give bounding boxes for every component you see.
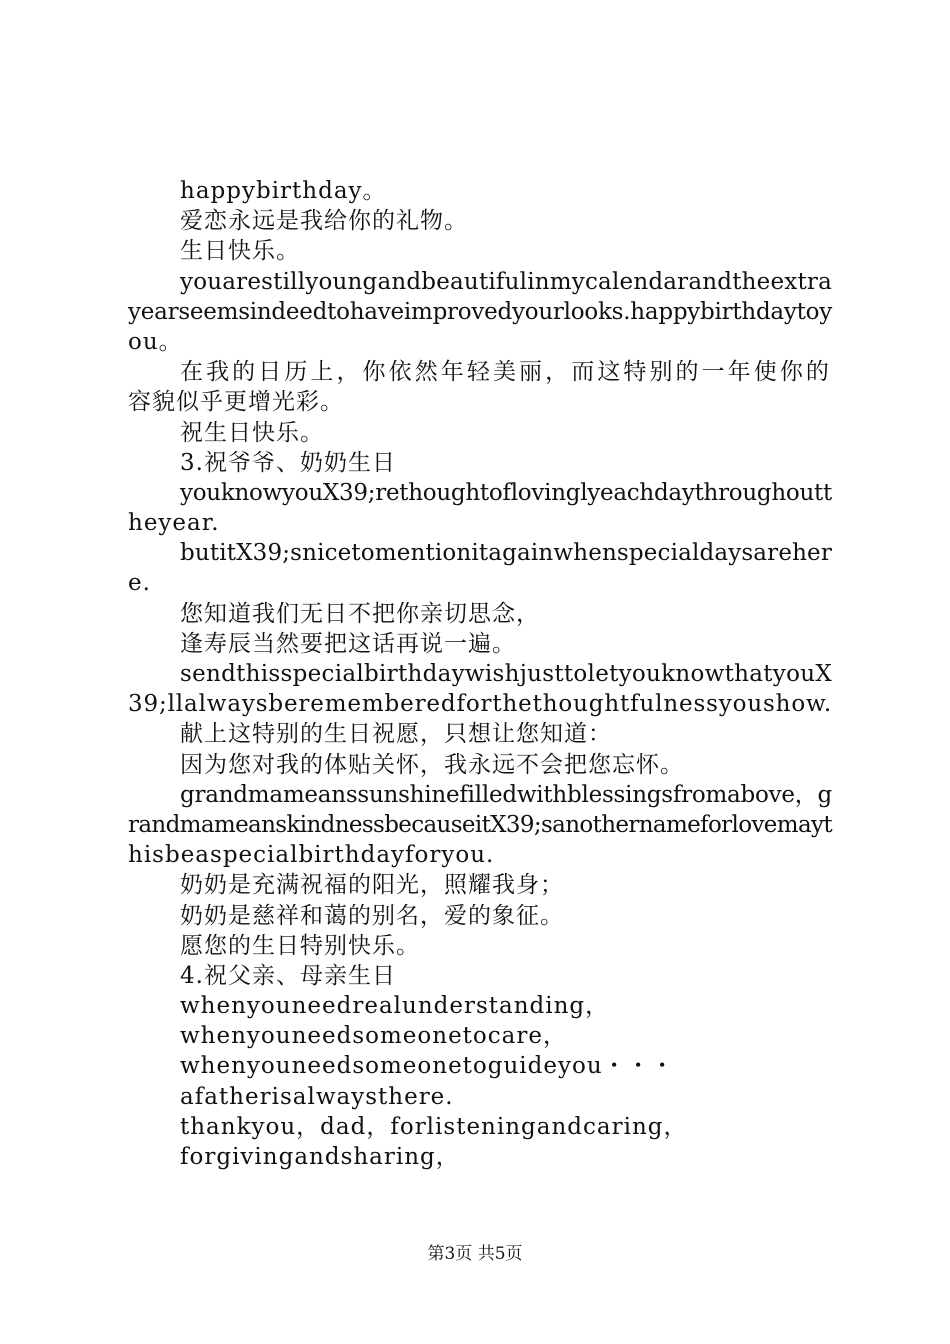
text-line: 39;llalwaysberememberedforthethoughtfulnessyoushow. — [128, 691, 832, 718]
page-footer: 第3页 共5页 — [427, 1244, 523, 1264]
document-body — [128, 176, 832, 1172]
text-line: afatherisalwaysthere. — [180, 1083, 454, 1110]
text-line: 逢寿辰当然要把这话再说一遍。 — [180, 630, 516, 657]
text-line: youknowyouX39;rethoughtoflovinglyeachdaythroughoutt — [180, 479, 833, 506]
text-line: butitX39;snicetomentionitagainwhenspecialdaysareher — [180, 540, 832, 567]
text-line: thankyou，dad，forlisteningandcaring， — [180, 1113, 688, 1140]
text-line: 奶奶是充满祝福的阳光，照耀我身； — [180, 872, 564, 899]
text-line: 奶奶是慈祥和蔼的别名，爱的象征。 — [180, 902, 564, 929]
text-line: whenyouneedsomeonetoguideyou・・・ — [180, 1053, 675, 1080]
text-line: youarestillyoungandbeautifulinmycalendarandtheextra — [180, 268, 832, 295]
text-line: heyear. — [128, 510, 220, 537]
text-line: 爱恋永远是我给你的礼物。 — [180, 208, 468, 235]
text-line: 容貌似乎更增光彩。 — [128, 389, 344, 416]
text-line: grandmameanssunshinefilledwithblessingsfromabove，g — [180, 781, 832, 808]
text-line: 4.祝父亲、母亲生日 — [180, 962, 396, 989]
text-line: hisbeaspecialbirthdayforyou. — [128, 842, 495, 869]
text-line: forgivingandsharing， — [180, 1144, 460, 1170]
text-line: randmameanskindnessbecauseitX39;sanothernameforlovemayt — [128, 811, 832, 838]
text-line: sendthisspecialbirthdaywishjusttoletyouknowthatyouX — [180, 661, 832, 687]
text-line: 献上这特别的生日祝愿，只想让您知道： — [180, 721, 612, 748]
text-line: 愿您的生日特别快乐。 — [180, 932, 420, 959]
text-line: 3.祝爷爷、奶奶生日 — [180, 449, 396, 476]
text-line: 您知道我们无日不把你亲切思念， — [180, 600, 540, 627]
text-line: 在我的日历上，你依然年轻美丽，而这特别的一年使你的 — [180, 359, 832, 386]
text-line: whenyouneedrealunderstanding， — [180, 993, 610, 1020]
text-line: 祝生日快乐。 — [180, 419, 324, 446]
text-line: ou。 — [128, 328, 183, 355]
text-line: 因为您对我的体贴关怀，我永远不会把您忘怀。 — [180, 751, 684, 778]
text-line: yearseemsindeedtohaveimprovedyourlooks.happybirthdaytoy — [128, 298, 833, 325]
text-line: 生日快乐。 — [180, 238, 300, 265]
text-line: happybirthday。 — [180, 178, 387, 204]
text-line: whenyouneedsomeonetocare， — [180, 1023, 567, 1050]
text-line: e. — [128, 570, 151, 597]
